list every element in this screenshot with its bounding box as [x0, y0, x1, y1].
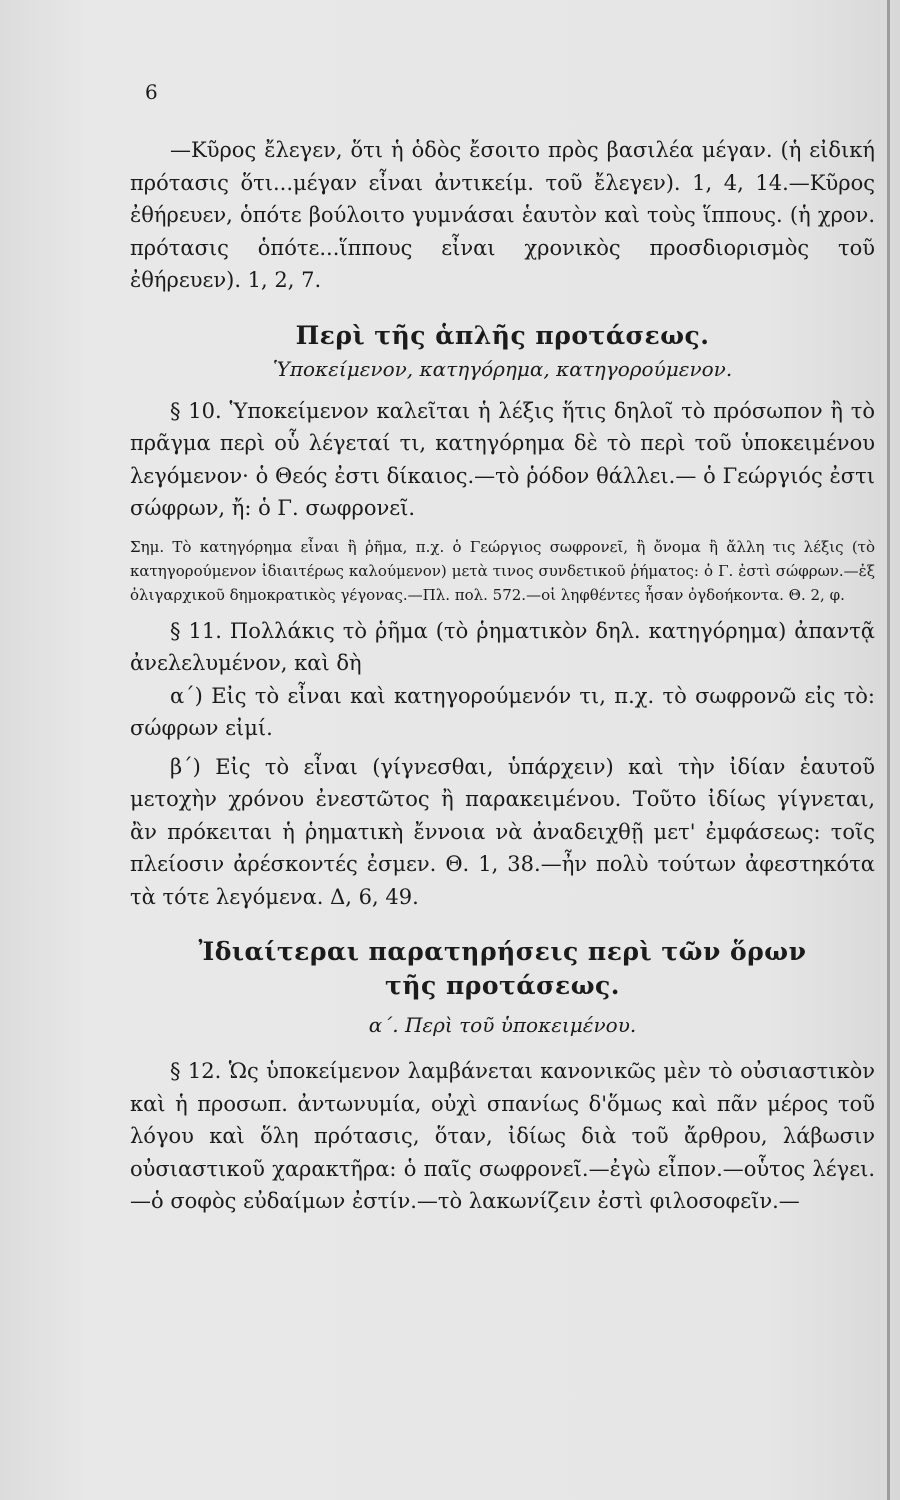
- page-edge-shadow: [887, 0, 890, 1500]
- page-number: 6: [145, 80, 158, 104]
- paragraph-11-item-b: β΄) Εἰς τὸ εἶναι (γίγνεσθαι, ὑπάρχειν) καὶ τὴν ἰδίαν ἑαυτοῦ μετοχὴν χρόνου ἐνεστῶτος ἢ παρακειμένου. Τοῦτο ἰδίως γίγνεται, ἂν πρόκειται ἡ ῥηματικὴ ἔννοια νὰ ἀναδειχθῇ μετ' ἐμφάσεως: τοῖς πλείοσιν ἀρέσκοντές ἐσμεν. Θ. 1, 38.—ἦν πολὺ τούτων ἀφεστηκότα τὰ τότε λεγόμενα. Δ, 6, 49.: [130, 754, 875, 909]
- paragraph-11: § 11. Πολλάκις τὸ ῥῆμα (τὸ ῥηματικὸν δηλ. κατηγόρημα) ἀπαντᾷ ἀνελελυμένον, καὶ δὴ: [130, 618, 875, 675]
- paragraph-11-item-a: α΄) Εἰς τὸ εἶναι καὶ κατηγορούμενόν τι, π.χ. τὸ σωφρονῶ εἰς τὸ: σώφρων εἰμί.: [130, 683, 875, 740]
- page-content: [130, 80, 875, 1218]
- section-subheading-subject: α΄. Περὶ τοῦ ὑποκειμένου.: [368, 1013, 637, 1037]
- section-heading-particular-remarks-line2: τῆς προτάσεως.: [385, 971, 620, 1000]
- paragraph-12: § 12. Ὡς ὑποκείμενον λαμβάνεται κανονικῶς μὲν τὸ οὐσιαστικὸν καὶ ἡ προσωπ. ἀντωνυμία, οὐχὶ σπανίως δ'ὅμως καὶ πᾶν μέρος τοῦ λόγου καὶ ὅλη πρότασις, ὅταν, ἰδίως διὰ τοῦ ἄρθρου, λάβωσιν οὐσιαστικοῦ χαρακτῆρα: ὁ παῖς σωφρονεῖ.—ἐγὼ εἶπον.—οὗτος λέγει.—ὁ σοφὸς εὐδαίμων ἐστίν.—τὸ λακωνίζειν ἐστὶ φιλοσοφεῖν.—: [130, 1059, 875, 1213]
- intro-paragraph: —Κῦρος ἔλεγεν, ὅτι ἡ ὁδὸς ἔσοιτο πρὸς βασιλέα μέγαν. (ἡ εἰδική πρότασις ὅτι...μέγαν εἶναι ἀντικείμ. τοῦ ἔλεγεν). 1, 4, 14.—Κῦρος ἐθήρευεν, ὁπότε βούλοιτο γυμνάσαι ἑαυτὸν καὶ τοὺς ἵππους. (ἡ χρον. πρότασις ὁπότε...ἵππους εἶναι χρονικὸς προσδιορισμὸς τοῦ ἐθήρευεν). 1, 2, 7.: [130, 138, 875, 292]
- section-heading-simple-proposition: Περὶ τῆς ἁπλῆς προτάσεως.: [295, 320, 710, 350]
- section-subheading-terms: Ὑποκείμενον, κατηγόρημα, κατηγορούμενον.: [272, 356, 733, 381]
- paragraph-10: § 10. Ὑποκείμενον καλεῖται ἡ λέξις ἥτις δηλοῖ τὸ πρόσωπον ἢ τὸ πρᾶγμα περὶ οὗ λέγεταί τι, κατηγόρημα δὲ τὸ περὶ τοῦ ὑποκειμένου λεγόμενον· ὁ Θεός ἐστι δίκαιος.—τὸ ῥόδον θάλλει.— ὁ Γεώργιός ἐστι σώφρων, ἤ: ὁ Γ. σωφρονεῖ.: [130, 398, 875, 520]
- footnote-remark: Σημ. Τὸ κατηγόρημα εἶναι ἢ ῥῆμα, π.χ. ὁ Γεώργιος σωφρονεῖ, ἢ ὄνομα ἢ ἄλλη τις λέξις (τὸ κατηγορούμενον ἰδιαιτέρως καλούμενον) μετὰ τινος συνδετικοῦ ῥήματος: ὁ Γ. ἐστὶ σώφρων.—ἐξ ὀλιγαρχικοῦ δημοκρατικὸς γέγονας.—Πλ. πολ. 572.—οἱ ληφθέντες ἦσαν ὀγδοήκοντα. Θ. 2, φ.: [130, 537, 875, 604]
- section-heading-particular-remarks-line1: Ἰδιαίτεραι παρατηρήσεις περὶ τῶν ὅρων: [198, 937, 807, 966]
